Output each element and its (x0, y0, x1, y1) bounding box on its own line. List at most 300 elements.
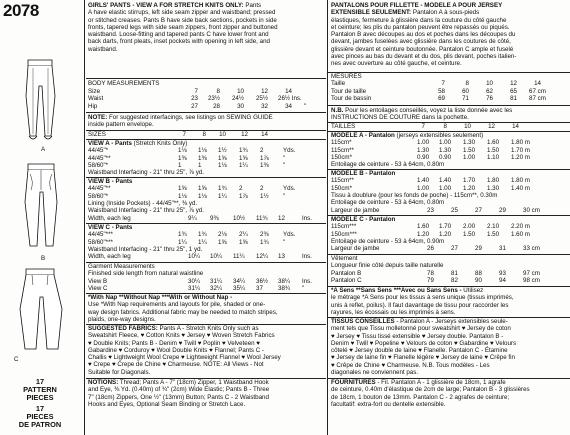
size-col: 10 (219, 131, 226, 138)
row-value: 1¼ (198, 238, 207, 246)
mod-b-rows (331, 177, 567, 192)
bm-size: 8 (216, 88, 220, 95)
row-value: 1.30 (417, 146, 430, 154)
fr-waist: 62 (486, 87, 493, 95)
row-value: 26 (427, 245, 434, 253)
row-value: 31 (499, 245, 506, 253)
row-value: 1 (178, 161, 182, 169)
row-label: 58/60"*** (88, 238, 113, 246)
fabrics-text: Pants A - Stretch Knits Only such as (157, 325, 259, 332)
nap-line: *With Nap **Without Nap ***With or Without Nap - (88, 294, 233, 301)
row-value: 1⅛ (198, 192, 207, 200)
row-value: 25 (451, 206, 458, 214)
row-value: 1.50 (487, 146, 500, 154)
row-value: 1¾ (260, 238, 269, 246)
row-value: " (283, 238, 286, 246)
pantalon-c-length (331, 277, 567, 285)
mod-c-entoilage: Entoilage de ceinture - 53 à 64cm, 0.90m (331, 237, 445, 245)
fourn-text: de ceinture, 0.40m d'élastique de 2cm de large; Pantalon B - 3 glissières (331, 386, 530, 394)
fourn-heading: FOURNITURES (331, 379, 376, 386)
fr-nb (331, 107, 512, 122)
notions-text: Thread; Pants A - 7" (18cm) Zipper, 1 Waistband Hook (118, 379, 269, 386)
pieces-count-fr: 17 (35, 404, 45, 413)
row-value: 1⅜ (260, 161, 269, 169)
row-value: Yds. (283, 147, 296, 155)
row-value: 1⅝ (178, 185, 187, 193)
nap-text: way design fabrics. Additional fabric may be needed to match stripes, (88, 308, 278, 316)
figure-c-pants-drawing (10, 265, 74, 357)
en-title: GIRLS' PANTS - VIEW A FOR STRETCH KNITS ONLY: (88, 2, 244, 9)
en-intro-line: A have elastic stirrups, left side seam zipper and waistband; pressed (88, 9, 276, 17)
row-value: 1.30 (487, 184, 500, 192)
figure-c-label: C (14, 356, 19, 363)
view-b-interfacing: Waistband Interfacing - 21" thru 25", ⅞ yd. (88, 207, 204, 215)
pattern-number: 2078 (3, 1, 39, 20)
left-column (0, 0, 84, 435)
fr-waist: 67 cm (529, 87, 546, 95)
tissus-heading: TISSUS CONSEILLES (331, 318, 395, 325)
taille-col: 8 (443, 123, 447, 130)
note-text: inside pattern envelope. (88, 121, 154, 129)
view-c-heading: VIEW C - Pants (88, 224, 133, 231)
row-value: 2 (260, 185, 264, 193)
sens-line: *A Sens **Sans Sens ***Avec ou Sans Sens - (331, 287, 462, 294)
pattern-pieces-count-fr (4, 405, 76, 430)
fabrics-heading: SUGGESTED FABRICS: (88, 325, 158, 332)
notions-text: 7" (18cm) Zippers, One ½" (13mm) Button; Pants C - 2 Waistband (88, 393, 269, 401)
fr-intro-line: devant, jambes fuselées avec glissière dans les coutures de côté, (331, 38, 511, 46)
row-value: 12¼ (256, 253, 269, 261)
row-label: Width, each leg (88, 253, 131, 261)
row-value: 1.60 (417, 223, 430, 231)
row-value: 1.60 m (511, 230, 530, 238)
row-value: 30¼ (188, 277, 201, 285)
sens-text: unis à reflet, poilus). Il faut davantage de tissu pour raccorder les (331, 301, 509, 309)
view-c-rows (88, 231, 324, 246)
row-value: 10½ (233, 214, 246, 222)
row-value: 1.70 (463, 177, 476, 185)
row-value: 29 (499, 206, 506, 214)
row-value: 2.00 (463, 223, 476, 231)
row-label: View C (88, 284, 108, 292)
mod-c-largeur (331, 245, 567, 253)
divider (86, 130, 326, 131)
row-value: 1⅛ (198, 147, 207, 155)
row-value: 1⅝ (218, 154, 227, 162)
row-label: Largeur de jambe (331, 206, 380, 214)
nb-text: Pour les entoilages conseillés, voyez la liste donnée avec les (343, 107, 513, 114)
row-value: 9⅜ (210, 214, 219, 222)
en-title-rest: Pants (243, 2, 262, 9)
notions-text: Hooks and Eyes, Optional Seam Binding or Stretch Lace. (88, 400, 246, 408)
bm-hip: 28 (213, 102, 220, 110)
bm-waist: 24½ (231, 95, 244, 103)
fr-tailles-row (331, 123, 567, 131)
fr-hip: 76 (486, 94, 493, 102)
row-value: 1.60 (487, 139, 500, 147)
view-a-block (88, 140, 187, 147)
mod-c-heading: MODELE C - Pantalon (331, 216, 396, 223)
row-value: 2⅜ (260, 231, 269, 239)
divider (86, 78, 326, 79)
fabrics-text: ♥ Crepe ♥ Crepe de Chine ♥ Charmeuse. NOTE: All Views - Not (88, 361, 264, 369)
row-label: 115cm* (331, 139, 352, 147)
en-note (88, 114, 273, 129)
note-text: For suggested interfacings, see listings on SEWING GUIDE (107, 114, 273, 121)
fr-hip: 69 (438, 94, 445, 102)
bm-waist: 26½ Ins. (278, 95, 302, 103)
divider (328, 105, 570, 106)
row-value: 98 cm (523, 276, 540, 284)
note-label: NOTE: (88, 114, 108, 121)
tissus-text: ♥ Jersey ♥ Tissu tissé extensible ♥ Jersey double. Pantalon B - (331, 332, 504, 340)
row-value: 29 (475, 245, 482, 253)
divider (328, 254, 570, 255)
row-value: 32¼ (210, 284, 223, 292)
nap-text: plaids, one-way designs. (88, 315, 156, 323)
row-value: 1.00 (463, 153, 476, 161)
row-value: 1.00 (439, 184, 452, 192)
mod-b-heading: MODELE B - Pantalon (331, 170, 396, 177)
fr-intro (331, 2, 516, 68)
pieces-count-en: 17 (35, 377, 45, 386)
row-value: 1 (198, 161, 202, 169)
mod-a-sub: (jerseys extensibles seulement) (394, 132, 484, 139)
fr-size: 10 (486, 80, 493, 88)
row-value: 1.20 (417, 230, 430, 238)
fr-hip: 81 (510, 94, 517, 102)
pieces-label-fr: PIECES DE PATRON (18, 412, 62, 430)
mod-b-entoilage: Entoilage de ceinture - 53 à 64cm, 0.80m (331, 199, 445, 207)
row-value: Ins. (302, 253, 312, 261)
row-value: 1½ (218, 147, 227, 155)
row-value: 81 (451, 269, 458, 277)
fr-intro-line: élastiques, fermeture à glissière dans la couture du côté gauche (331, 16, 507, 24)
row-value: 1⅛ (178, 147, 187, 155)
row-label: 44/45"* (88, 147, 109, 155)
sens-block (331, 287, 514, 316)
row-value: Ins. (302, 214, 312, 222)
row-value: 31¼ (188, 284, 201, 292)
row-value: 0.90 (417, 153, 430, 161)
fr-waist: 60 (462, 87, 469, 95)
row-value: 1⅝ (218, 238, 227, 246)
taille-col: 14 (512, 123, 519, 130)
row-value: 1¼ (218, 192, 227, 200)
mod-b-largeur (331, 207, 567, 215)
nb-label: N.B. (331, 107, 344, 114)
row-value: 2.10 (487, 223, 500, 231)
bm-waist: 25½ (255, 95, 268, 103)
size-col: 8 (202, 131, 206, 138)
fourn-text: facultatif: extra-fort ou dentelle extensible. (331, 400, 446, 408)
tour-bassin-label: Tour de bassin (331, 94, 372, 102)
row-value: 1.10 (487, 153, 500, 161)
row-value: 2⅛ (218, 231, 227, 239)
row-label: 115cm*** (331, 223, 357, 231)
fourn-text: de 18cm, 1 bouton de 13mm. Pantalon C - 2 agrafes de ceinture; (331, 393, 510, 401)
row-value: 82 (451, 276, 458, 284)
bm-size: 10 (237, 88, 244, 95)
view-c-length (88, 285, 324, 293)
en-intro-line: fronts, tapered legs with side seam zippers, front zipper and buttoned (88, 23, 278, 31)
tissus-conseilles (331, 318, 516, 376)
fr-title: PANTALONS POUR FILLETTE - MODELE A POUR JERSEY (331, 2, 503, 9)
fr-title2: EXTENSIBLE SEULEMENT: (331, 9, 412, 17)
en-intro-line: waistband. Loose-fitting and tapered pants C have lower front and (88, 31, 269, 39)
figure-a-label: A (41, 146, 46, 153)
row-value: 31¼ (210, 277, 223, 285)
en-intro-line: or stitched creases. Pants B have side back sections, pockets in side (88, 16, 277, 24)
mod-b-doublure: Tissu à doublure (pour les fonds de poche) - 115cm**, 0.30m (331, 191, 498, 199)
row-value: 78 (427, 269, 434, 277)
row-value: 1⅛ (218, 161, 227, 169)
nap-text: Use *With Nap requirements and layouts for pile, shaded or one- (88, 301, 266, 309)
notions-text: and Eye, ⅜ Yd. (0.40m) of ¾" (2cm) Wide Elastic; Pants B - Three (88, 386, 270, 394)
row-value: 1⅞ (260, 154, 269, 162)
fourn-text: - Fil. Pantalon A - 1 glissière de 18cm, 1 agrafe (375, 379, 506, 386)
row-value: 1.50 (487, 230, 500, 238)
pieces-label-en: PATTERN PIECES (23, 385, 57, 403)
view-b-width (88, 215, 324, 223)
row-label: 44/45"** (88, 185, 111, 193)
bm-hip: 27 (191, 102, 198, 110)
row-value: 1.20 (463, 184, 476, 192)
row-label: 150cm* (331, 184, 352, 192)
row-value: 1.50 (463, 146, 476, 154)
sizes-label: SIZES (88, 131, 106, 138)
row-value: 35¼ (233, 284, 246, 292)
taille-col: 7 (421, 123, 425, 130)
bm-size: 14 (285, 88, 292, 95)
en-intro-line: waistband. (88, 45, 118, 53)
row-value: Yds. (283, 185, 296, 193)
row-value: 1⅝ (239, 238, 248, 246)
row-label: 58/60"* (88, 192, 109, 200)
fr-waist: 65 (510, 87, 517, 95)
row-value: Yds. (283, 231, 296, 239)
row-value: " (283, 161, 286, 169)
sens-line2: Utilisez (461, 287, 484, 294)
suggested-fabrics (88, 325, 281, 376)
fournitures (331, 379, 530, 408)
sens-text: le métrage *A Sens pour les tissus à sens unique (tissus imprimés, (331, 294, 514, 302)
tissus-text: Denim ♥ Twill ♥ Popeline ♥ Velours de coton ♥ Gabardine ♥ Velours (331, 339, 517, 347)
fr-size: 7 (441, 80, 445, 88)
size-col: 7 (182, 131, 186, 138)
figure-b-pants-drawing (12, 160, 72, 255)
view-c-interfacing: Waistband Interfacing - 21" thru 25", 1 yd. (88, 245, 203, 253)
row-value: 93 (499, 269, 506, 277)
en-body-measurements-heading: BODY MEASUREMENTS (88, 80, 160, 87)
fr-mesures-heading: MESURES (331, 73, 362, 80)
fr-intro-line: glissière devant et ceinture boutonnée. Pantalon C ample et fuselé (331, 45, 514, 53)
row-value: Ins. (302, 277, 312, 285)
mod-a-entoilage: Entoilage de ceinture - 53 à 64cm, 0.80m (331, 161, 445, 168)
garment-measurements: Garment Measurements (88, 263, 155, 270)
en-intro-line: back darts, front pleats, inset pockets with opening in left side, and (88, 38, 270, 46)
fr-hip: 87 cm (529, 94, 546, 102)
fabrics-text: ♥ Double Knits; Pants B - Denim ♥ Twill ♥ Poplin ♥ Velveteen ♥ (88, 339, 260, 347)
row-value: 1.40 (417, 177, 430, 185)
row-value: 2 (239, 185, 243, 193)
row-value: " (283, 154, 286, 162)
tissus-text: - Pantalon A - Jerseys extensibles seule- (394, 318, 508, 325)
en-body-measurements-table (88, 88, 324, 112)
row-value: 2¼ (239, 231, 248, 239)
row-value: 30 cm (523, 206, 540, 214)
nap-block (88, 294, 278, 323)
fr-mesures-table (331, 80, 567, 104)
nb-text: INSTRUCTIONS DE COUTURE dans la pochette. (331, 114, 469, 122)
row-label: Pantalon C (331, 276, 362, 284)
row-value: 1.80 m (511, 139, 530, 147)
row-value: 94 (499, 276, 506, 284)
tissus-text: ♥ Crêpe de Chine ♥ Charmeuse. N.B. Tous modèles - Les (331, 361, 490, 369)
row-value: 1¼ (178, 238, 187, 246)
taille-col: 10 (464, 123, 471, 130)
row-value: 11¾ (256, 214, 268, 222)
row-value: 1.70 (439, 223, 452, 231)
size-col: 14 (261, 131, 268, 138)
row-value: 33 cm (523, 245, 540, 253)
row-label: Width, each leg (88, 214, 131, 222)
row-label: 115cm** (331, 177, 354, 185)
tissus-text: diagonales ne conviennent pas. (331, 369, 419, 377)
row-value: 2 (260, 147, 264, 155)
bm-waist: 23½ (207, 95, 220, 103)
row-value: 13 (278, 253, 285, 261)
row-label: 115cm** (331, 146, 354, 154)
notions (88, 379, 269, 408)
row-value: 79 (427, 276, 434, 284)
row-value: 1.20 m (511, 153, 530, 161)
fr-size: 12 (510, 80, 517, 88)
row-label: Pantalon B (331, 269, 362, 277)
bm-hip: " (304, 102, 307, 110)
fabrics-text: Suitable for Diagonals. (88, 368, 151, 376)
row-value: 1¼ (239, 161, 248, 169)
row-value: 1⅜ (178, 154, 187, 162)
row-value: 1½ (260, 192, 269, 200)
divider (86, 112, 326, 113)
view-a-heading: VIEW A - Pants (88, 140, 132, 147)
pattern-pieces-count (4, 378, 76, 403)
row-value: 1¾ (178, 231, 187, 239)
row-value: 34¼ (233, 277, 246, 285)
row-value: 27 (475, 206, 482, 214)
row-label: Largeur de jambe (331, 245, 380, 253)
row-value: 27 (451, 245, 458, 253)
row-value: 1⅞ (239, 192, 248, 200)
row-label: View B (88, 277, 108, 285)
tissus-text: côtelé ♥ Jersey double de laine ♥ Flanelle. Pantalon C - Étamine (331, 347, 508, 355)
row-value: 23 (427, 206, 434, 214)
row-value: 1.70 m (511, 146, 530, 154)
row-value: 1¾ (239, 147, 248, 155)
bm-hip: 34 (285, 102, 292, 110)
row-value: 2.20 m (511, 223, 530, 231)
notions-heading: NOTIONS: (88, 379, 119, 386)
view-b-lining: Lining (Inside Pockets) - 44/45"**, ⅜ yd. (88, 199, 198, 207)
hip-label: Hip (88, 102, 98, 110)
longueur: Longueur finie côté depuis taille naturelle (331, 262, 444, 270)
row-value: 10¼ (210, 253, 223, 261)
column-divider-left (84, 0, 85, 435)
fr-intro-line: avec pinces au bas du devant et du dos, plis devant, poches italien- (331, 53, 517, 61)
bm-waist: 23 (191, 95, 198, 103)
row-label: 44/45"*** (88, 231, 113, 239)
size-col: 12 (241, 131, 248, 138)
tissus-text: ♥ Jersey de laine fin ♥ Flanelle légère ♥ Jersey de laine ♥ Crêpe fin (331, 354, 515, 362)
fr-size: 8 (465, 80, 469, 88)
row-value: 0.90 (439, 153, 452, 161)
vetement: Vêtement (331, 255, 358, 262)
row-value: 97 cm (523, 269, 540, 277)
fr-waist: 58 (438, 87, 445, 95)
fr-intro-line: nes avec ouverture au côté gauche, et ceinture. (331, 60, 462, 68)
mod-a-rows (331, 139, 567, 161)
row-value: 12 (278, 214, 285, 222)
divider (328, 72, 570, 73)
view-c-width (88, 253, 324, 261)
row-label: 58/60"* (88, 161, 109, 169)
row-value: 1⅜ (198, 154, 207, 162)
row-value: 1.40 (439, 177, 452, 185)
mod-c-rows (331, 223, 567, 238)
row-value: 1⅝ (198, 185, 207, 193)
taille-col: 12 (488, 123, 495, 130)
row-value: 1.00 (417, 184, 430, 192)
row-value: 1.30 (463, 139, 476, 147)
row-value: 1.30 (439, 146, 452, 154)
fabrics-text: Sweatshirt Fleece, ♥ Cotton Knits ♥ Jersey ♥ Woven Stretch Fabrics (88, 332, 275, 340)
sens-text: rayures, les écossais ou les imprimés à sens. (331, 308, 456, 316)
fr-hip: 71 (462, 94, 469, 102)
taille-label: Taille (331, 80, 346, 88)
view-a-rows (88, 147, 324, 169)
row-value: 1.00 (439, 139, 452, 147)
fr-intro-line: Pantalon B avec découpes au dos et poches dans les découpes du (331, 31, 516, 39)
row-value: " (302, 284, 305, 292)
mod-a-heading: MODELE A - Pantalon (331, 132, 395, 139)
view-a-sub: (Stretch Knits Only) (131, 140, 188, 147)
bm-size: 7 (194, 88, 198, 95)
row-value: " (283, 192, 286, 200)
row-value: 37 (256, 284, 263, 292)
tour-taille-label: Tour de taille (331, 87, 367, 95)
bm-hip: 30 (237, 102, 244, 110)
row-value: 1.80 m (511, 177, 530, 185)
row-value: 1¾ (198, 231, 207, 239)
row-value: 1⅝ (239, 154, 248, 162)
row-label: 150cm* (331, 153, 352, 161)
row-label: 44/45"** (88, 154, 111, 162)
fr-intro-first: Pantalon A à sous-pieds (411, 9, 480, 17)
tailles-label: TAILLES (331, 123, 356, 130)
row-value: 90 (475, 276, 482, 284)
row-value: 11¼ (233, 253, 245, 261)
row-value: 9¼ (188, 214, 197, 222)
row-value: 1⅛ (178, 192, 187, 200)
figure-b-label: B (41, 255, 46, 262)
view-b-rows (88, 185, 324, 200)
column-divider-middle (327, 0, 328, 435)
finished-length: Finished side length from natural waistline (88, 270, 204, 278)
row-value: 1.20 (439, 230, 452, 238)
tissus-text: ment tels que Tissu molletonné pour sweatshirt ♥ Jersey de coton (331, 325, 511, 333)
row-value: 1.40 m (511, 184, 530, 192)
